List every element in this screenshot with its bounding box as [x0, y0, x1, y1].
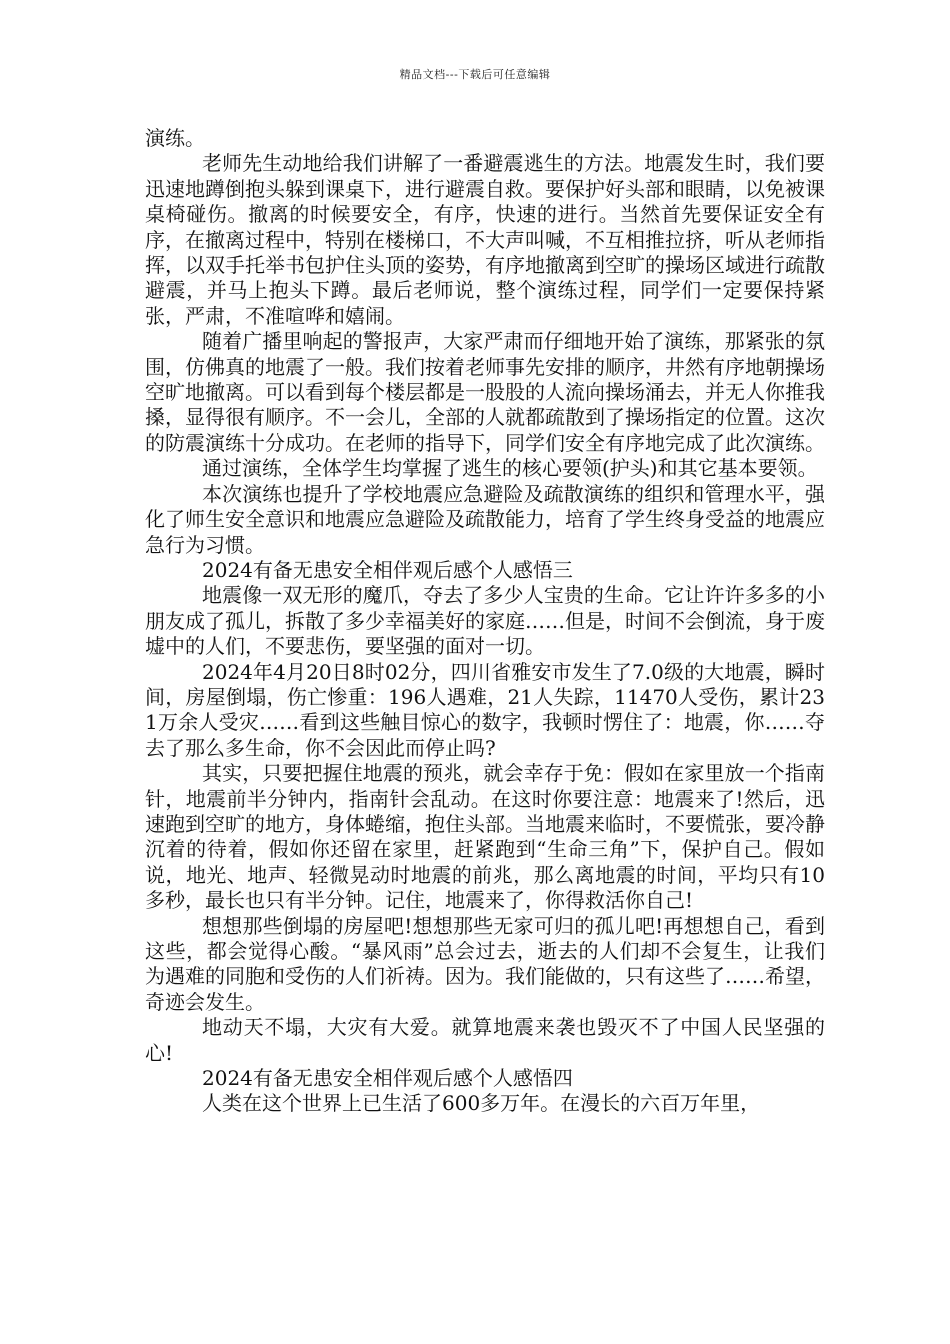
page-header: 精品文档---下载后可任意编辑 — [399, 68, 551, 81]
paragraph-earthquake-signs: 其实，只要把握住地震的预兆，就会幸存于免：假如在家里放一个指南针，地震前半分钟内，指南针会乱动。在这时你要注意：地震来了!然后，迅速跑到空旷的地方，身体蜷缩，抱住头部。当地震来临时，不要慌张，要冷静沉着的待着，假如你还留在家里，赶紧跑到“生命三角”下，保护自己。假如说，地光、地声、轻微晃动时地震的前兆，那么离地震的时间，平均只有10多秒，最长也只有半分钟。记住，地震来了，你得救活你自己! — [145, 761, 825, 913]
paragraph-intro-fragment: 演练。 — [145, 126, 205, 150]
paragraph-reflection: 想想那些倒塌的房屋吧!想想那些无家可归的孤儿吧!再想想自己，看到这些，都会觉得心酸。“暴风雨”总会过去，逝去的人们却不会复生，让我们为遇难的同胞和受伤的人们祈祷。因为。我们能做的，只有这些了……希望，奇迹会发生。 — [145, 913, 825, 1014]
document-body — [145, 126, 825, 1117]
section-heading-four: 2024有备无患安全相伴观后感个人感悟四 — [202, 1066, 573, 1091]
paragraph-drill-process: 随着广播里响起的警报声，大家严肃而仔细地开始了演练，那紧张的氛围，仿佛真的地震了一般。我们按着老师事先安排的顺序，井然有序地朝操场空旷地撤离。可以看到每个楼层都是一股股的人流向操场涌去，并无人你推我搡，显得很有顺序。不一会儿，全部的人就都疏散到了操场指定的位置。这次的防震演练十分成功。在老师的指导下，同学们安全有序地完成了此次演练。 — [145, 329, 825, 455]
paragraph-teacher-explanation: 老师先生动地给我们讲解了一番避震逃生的方法。地震发生时，我们要迅速地蹲倒抱头躲到课桌下，进行避震自救。要保护好头部和眼睛，以免被课桌椅碰伤。撤离的时候要安全，有序，快速的进行。当然首先要保证安全有序，在撤离过程中，特别在楼梯口，不大声叫喊，不互相推拉挤，听从老师指挥，以双手托举书包护住头顶的姿势，有序地撤离到空旷的操场区域进行疏散避震，并马上抱头下蹲。最后老师说，整个演练过程，同学们一定要保持紧张，严肃，不准喧哗和嬉闹。 — [145, 151, 825, 328]
paragraph-yaan-earthquake: 2024年4月20日8时02分，四川省雅安市发生了7.0级的大地震，瞬时间，房屋倒塌，伤亡惨重：196人遇难，21人失踪，11470人受伤，累计231万余人受灾……看到这些触目惊心的数字，我顿时愣住了：地震，你……夺去了那么多生命，你不会因此而停止吗? — [145, 659, 825, 760]
paragraph-great-love: 地动天不塌，大灾有大爱。就算地震来袭也毁灭不了中国人民坚强的心! — [145, 1015, 825, 1065]
section-heading-three: 2024有备无患安全相伴观后感个人感悟三 — [202, 557, 573, 582]
paragraph-drill-outcome: 通过演练，全体学生均掌握了逃生的核心要领(护头)和其它基本要领。 — [202, 456, 818, 481]
paragraph-humanity-history: 人类在这个世界上已生活了600多万年。在漫长的六百万年里， — [202, 1091, 761, 1116]
paragraph-drill-summary: 本次演练也提升了学校地震应急避险及疏散演练的组织和管理水平，强化了师生安全意识和地震应急避险及疏散能力，培育了学生终身受益的地震应急行为习惯。 — [145, 481, 825, 557]
paragraph-earthquake-claw: 地震像一双无形的魔爪，夺去了多少人宝贵的生命。它让许许多多的小朋友成了孤儿，拆散了多少幸福美好的家庭……但是，时间不会倒流，身于废墟中的人们，不要悲伤，要坚强的面对一切。 — [145, 583, 825, 659]
